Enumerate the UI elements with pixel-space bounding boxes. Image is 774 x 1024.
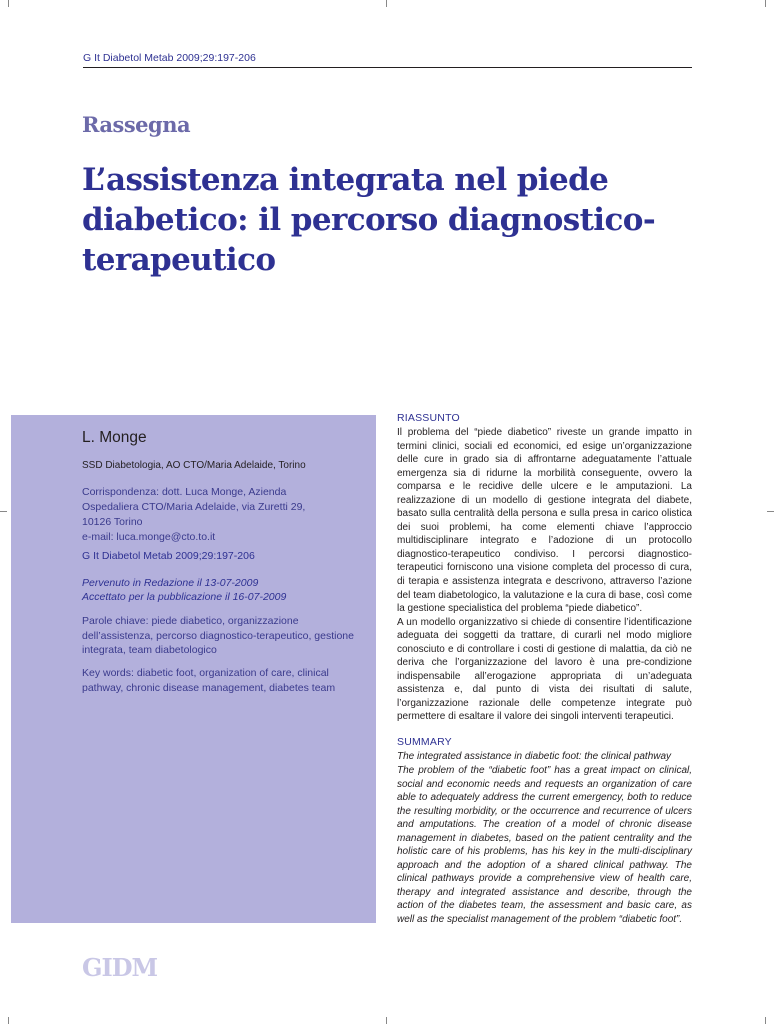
summary-title: The integrated assistance in diabetic foot: the clinical pathway	[397, 751, 672, 762]
accepted-date: Accettato per la pubblicazione il 16-07-2009	[82, 591, 287, 603]
author-affiliation: SSD Diabetologia, AO CTO/Maria Adelaide, Torino	[82, 460, 306, 471]
riassunto-heading: RIASSUNTO	[397, 412, 460, 424]
riassunto-body	[397, 426, 692, 724]
email-line: e-mail: luca.monge@cto.to.it	[82, 531, 216, 543]
parole-chiave: Parole chiave: piede diabetico, organizzazione dell’assistenza, percorso diagnostico-terapeutico, gestione integrata, team diabetologico	[82, 615, 354, 656]
crop-mark	[8, 0, 9, 7]
crop-mark	[8, 1017, 9, 1024]
crop-mark	[0, 511, 7, 512]
correspondence-line: Corrispondenza: dott. Luca Monge, Azienda	[82, 486, 287, 498]
section-label: Rassegna	[82, 112, 191, 137]
correspondence-line: Ospedaliera CTO/Maria Adelaide, via Zuretti 29,	[82, 501, 306, 513]
gidm-logo: GIDM	[82, 953, 158, 982]
author-name: L. Monge	[82, 429, 147, 446]
crop-mark	[765, 0, 766, 7]
correspondence-block	[82, 485, 362, 545]
received-date: Pervenuto in Redazione il 13-07-2009	[82, 577, 259, 589]
crop-mark	[765, 1017, 766, 1024]
key-words: Key words: diabetic foot, organization of care, clinical pathway, chronic disease management, diabetes team	[82, 667, 336, 694]
correspondence-line: 10126 Torino	[82, 516, 143, 528]
journal-reference: G It Diabetol Metab 2009;29:197-206	[83, 52, 256, 64]
dates-block	[82, 576, 362, 604]
citation: G It Diabetol Metab 2009;29:197-206	[82, 550, 255, 562]
riassunto-paragraph: Il problema del “piede diabetico” riveste un grande impatto in termini clinici, sociali ed economici, ed esige un’organizzazione delle cure in grado sia di affrontarne adeguatamente l’attuale emergenza sia di ridurne la morbilità conseguente, ovvero la comparsa e le recidive delle ulcere e le amputazioni. La realizzazione di un modello di gestione integrata del diabete, basato sulla centralità della persona e sulla presa in carico olistica dei suoi problemi, ha come elementi chiave l’approccio multidisciplinare integrato e l’adozione di un protocollo diagnostico-terapeutico condiviso. I percorsi diagnostico-terapeutici forniscono una visione completa del processo di cura, di terapia e assistenza integrata e descrivono, attraverso l’azione del team diabetologico, la valutazione e la cura di base, così come la gestione specialistica del problema “piede diabetico”.	[397, 427, 692, 615]
article-title: L’assistenza integrata nel piede diabetico: il percorso diagnostico-terapeutico	[82, 162, 656, 278]
riassunto-paragraph: A un modello organizzativo si chiede di consentire l’identificazione adeguata dei soggetti da trattare, di curarli nel modo migliore conosciuto e di controllare i costi di gestione di malattia, da ciò ne deriva che l’organizzazione del lavoro è una pre-condizione indispensabile all’erogazione appropriata di un’adeguata assistenza e, dal punto di vista dei risultati di salute, l’organizzazione razionale delle competenze integrate può permettere di esaltare il valore dei singoli interventi terapeutici.	[397, 616, 692, 723]
crop-mark	[386, 0, 387, 7]
crop-mark	[386, 1017, 387, 1024]
crop-mark	[767, 511, 774, 512]
summary-body: The problem of the “diabetic foot” has a great impact on clinical, social and economic needs and requests an organization of care able to adequately address the current emergency, both to reduce the resulting morbidity, or the occurrence and recurrence of ulcers and amputations. The creation of a model of chronic disease management in diabetes, based on the patient centrality and the holistic care of his problems, has his key in the multi-disciplinary approach and the adoption of a shared clinical pathway. The clinical pathways provide a comprehensive view of health care, therapy and integrated assistance and describe, through the action of the diabetes team, the assessment and basic care, as well as the specialist management of the problem “diabetic foot”.	[397, 765, 692, 926]
article-info-box	[11, 415, 376, 923]
summary-heading: SUMMARY	[397, 736, 452, 748]
header-rule	[83, 67, 692, 68]
